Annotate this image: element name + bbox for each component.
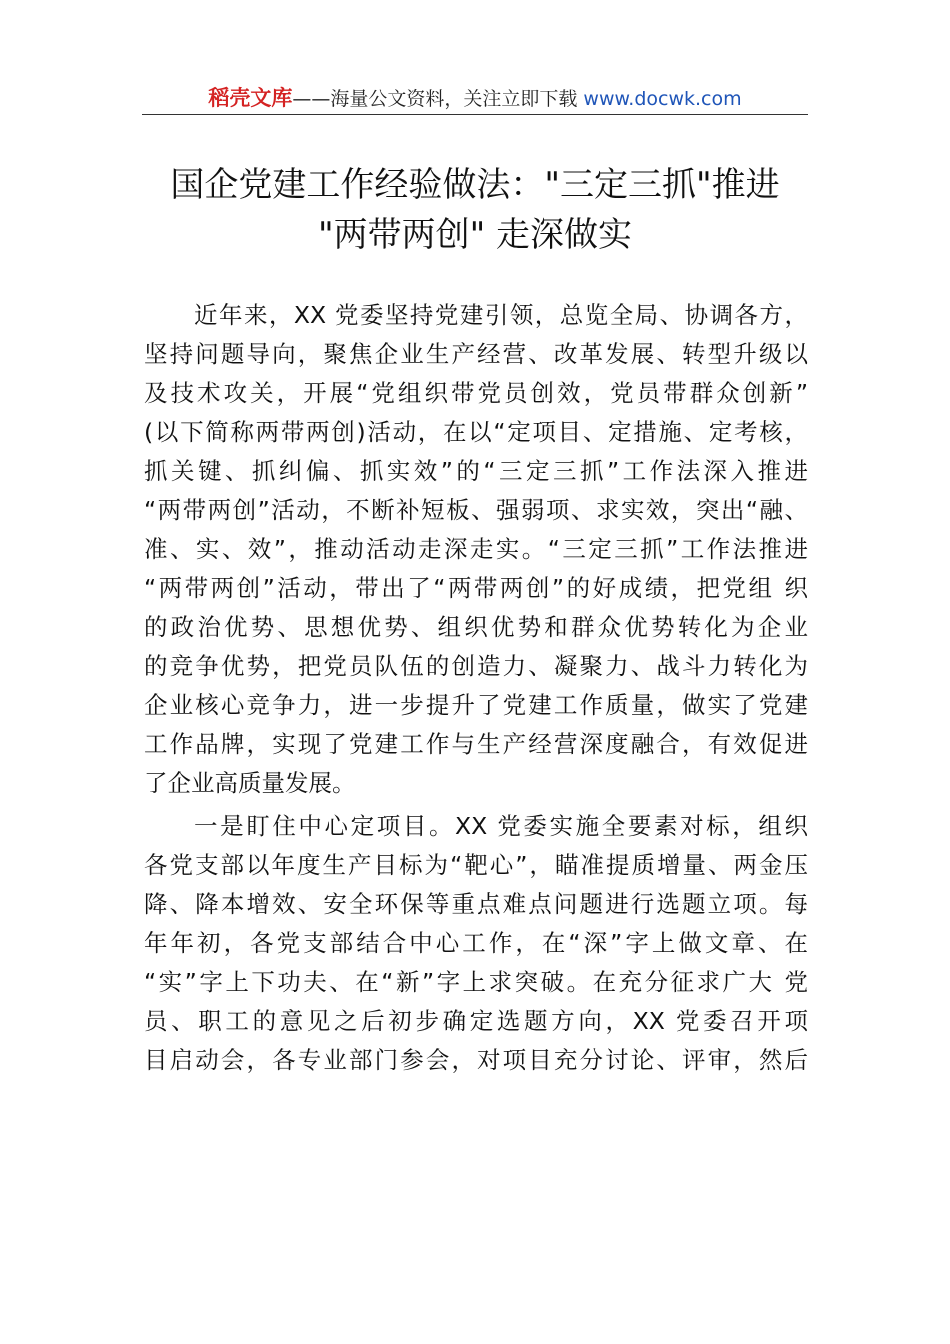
- text-line: 员、职工的意见之后初步确定选题方向，XX 党委召开项: [144, 1007, 808, 1035]
- title-line-1: 国企党建工作经验做法："三定三抓"推进: [170, 165, 780, 205]
- text-line: 抓关键、抓纠偏、抓实效”的“三定三抓”工作法深入推进: [144, 457, 808, 485]
- text-line: 及技术攻关，开展“党组织带党员创效，党员带群众创新”: [144, 379, 808, 407]
- title-line-2: "两带两创" 走深做实: [317, 215, 633, 255]
- text-line: 一是盯住中心定项目。XX 党委实施全要素对标，组织: [194, 812, 808, 840]
- paragraph-1: [144, 296, 808, 803]
- text-line: 了企业高质量发展。: [144, 769, 356, 797]
- document-body: [144, 296, 808, 1080]
- text-line: 的政治优势、思想优势、组织优势和群众优势转化为企业: [144, 613, 808, 641]
- text-line: 各党支部以年度生产目标为“靶心”，瞄准提质增量、两金压: [144, 851, 808, 879]
- site-link[interactable]: www.docwk.com: [583, 88, 742, 110]
- text-line: 的竞争优势，把党员队伍的创造力、凝聚力、战斗力转化为: [144, 652, 808, 680]
- text-line: (以下简称两带两创)活动，在以“定项目、定措施、定考核，: [144, 418, 808, 446]
- text-line: 目启动会，各专业部门参会，对项目充分讨论、评审，然后: [144, 1046, 808, 1074]
- text-line: 降、降本增效、安全环保等重点难点问题进行选题立项。每: [144, 890, 808, 918]
- document-title: [142, 160, 808, 260]
- header-slogan: ——海量公文资料，关注立即下载: [292, 88, 578, 110]
- text-line: 坚持问题导向，聚焦企业生产经营、改革发展、转型升级以: [144, 340, 808, 368]
- brand-name: 稻壳文库: [208, 86, 293, 110]
- text-line: 工作品牌，实现了党建工作与生产经营深度融合，有效促进: [144, 730, 808, 758]
- header-divider: [142, 114, 808, 115]
- text-line: “两带两创”活动，带出了“两带两创”的好成绩，把党组 织: [144, 574, 808, 602]
- document-header: [142, 84, 808, 112]
- text-line: “实”字上下功夫、在“新”字上求突破。在充分征求广大 党: [144, 968, 808, 996]
- paragraph-2: [144, 807, 808, 1080]
- text-line: 企业核心竞争力，进一步提升了党建工作质量，做实了党建: [144, 691, 808, 719]
- text-line: 准、实、效”，推动活动走深走实。“三定三抓”工作法推进: [144, 535, 808, 563]
- text-line: 近年来，XX 党委坚持党建引领，总览全局、协调各方，: [194, 301, 808, 329]
- text-line: 年年初，各党支部结合中心工作，在“深”字上做文章、在: [144, 929, 808, 957]
- text-line: “两带两创”活动，不断补短板、强弱项、求实效，突出“融、: [144, 496, 808, 524]
